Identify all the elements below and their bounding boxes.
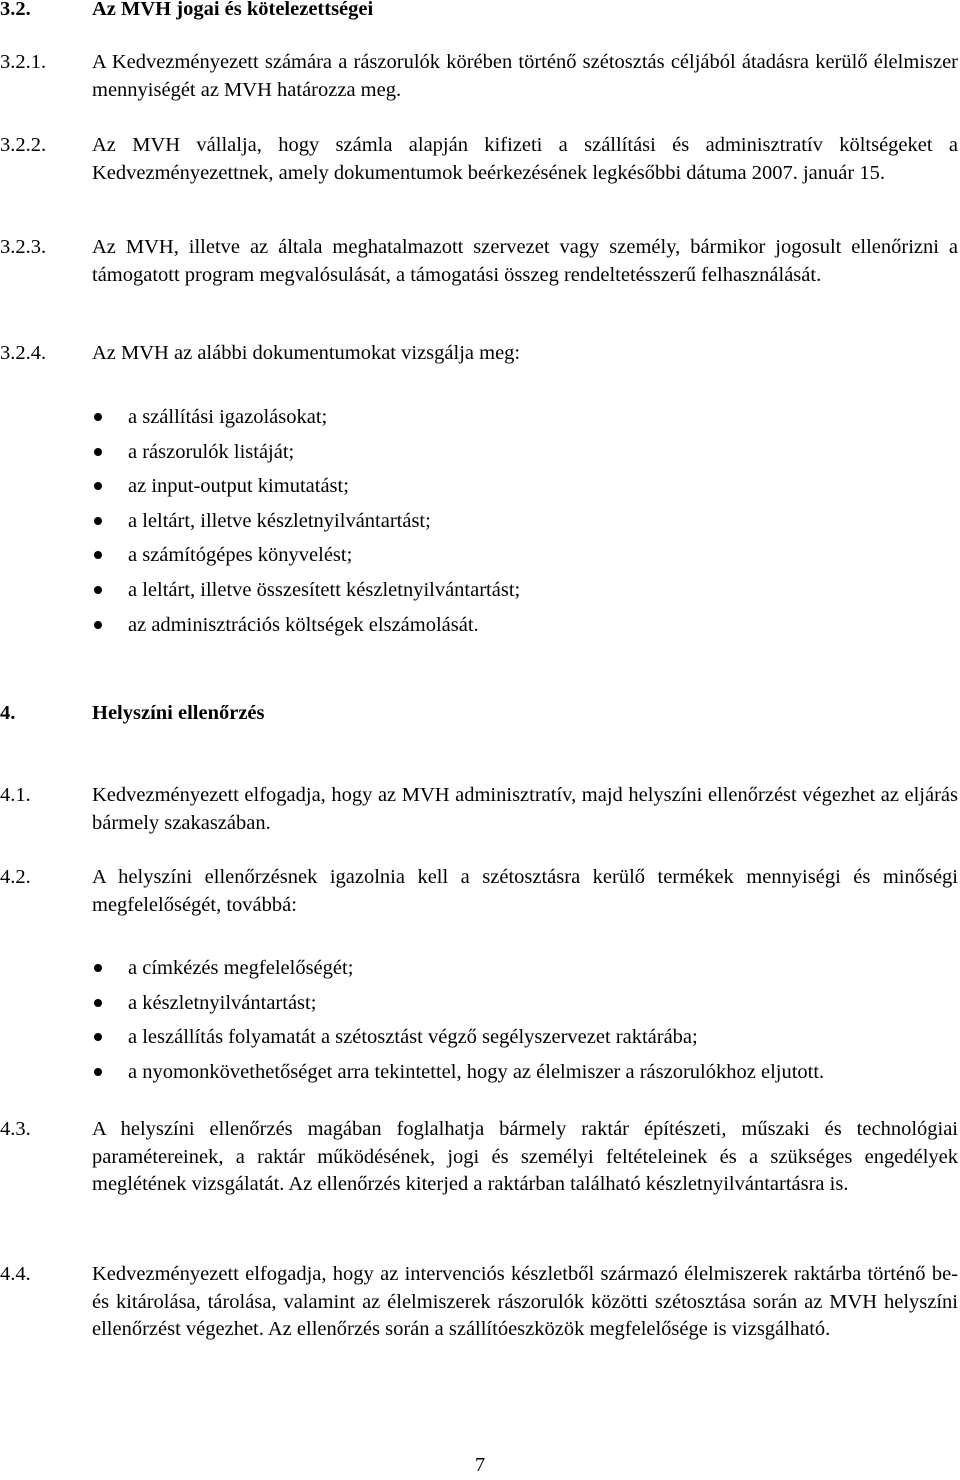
list-item: a leltárt, illetve összesített készletnyilvántartást; bbox=[92, 577, 958, 612]
paragraph-text: Kedvezményezett elfogadja, hogy az MVH adminisztratív, majd helyszíni ellenőrzést végezhet az eljárás bármely szakaszában. bbox=[92, 784, 958, 834]
list-item: a rászorulók listáját; bbox=[92, 439, 958, 474]
bullet-icon bbox=[94, 551, 102, 559]
paragraph-number: 3.2.1. bbox=[0, 51, 47, 73]
paragraph-text: A helyszíni ellenőrzésnek igazolnia kell a szétosztásra kerülő termékek mennyiségi és minőségi megfelelőségét, továbbá: bbox=[92, 866, 958, 916]
paragraph-3-2-4 bbox=[0, 340, 958, 368]
section-title: Helyszíni ellenőrzés bbox=[92, 702, 265, 724]
list-item: a nyomonkövethetőséget arra tekintettel, hogy az élelmiszer a rászorulókhoz eljutott. bbox=[92, 1059, 958, 1094]
paragraph-number: 4.4. bbox=[0, 1263, 31, 1285]
bullet-icon bbox=[94, 482, 102, 490]
page-number: 7 bbox=[474, 1454, 486, 1476]
bullet-icon bbox=[94, 1033, 102, 1041]
list-item: a szállítási igazolásokat; bbox=[92, 404, 958, 439]
paragraph-3-2-3 bbox=[0, 234, 958, 289]
paragraph-number: 3.2.4. bbox=[0, 342, 47, 364]
paragraph-number: 4.1. bbox=[0, 784, 31, 806]
paragraph-text: Kedvezményezett elfogadja, hogy az intervenciós készletből származó élelmiszerek raktárba történő be- és kitárolása, tárolása, valamint az élelmiszerek rászorulók közötti szétosztása során az MVH helyszíni ellenőrzést végezhet. Az ellenőrzés során a szállítóeszközök megfelelősége is vizsgálható. bbox=[92, 1263, 958, 1340]
list-item: az adminisztrációs költségek elszámolását. bbox=[92, 612, 958, 647]
paragraph-4-2 bbox=[0, 864, 958, 919]
bullet-icon bbox=[94, 586, 102, 594]
document-list-4-2 bbox=[92, 955, 958, 1093]
paragraph-text: Az MVH, illetve az általa meghatalmazott szervezet vagy személy, bármikor jogosult ellenőrizni a támogatott program megvalósulását, a támogatási összeg rendeltetésszerű felhasználását. bbox=[92, 236, 958, 286]
list-item: a leszállítás folyamatát a szétosztást végző segélyszervezet raktárába; bbox=[92, 1024, 958, 1059]
list-item: a számítógépes könyvelést; bbox=[92, 542, 958, 577]
section-heading-3-2 bbox=[0, 0, 958, 24]
paragraph-4-4 bbox=[0, 1261, 958, 1344]
paragraph-4-1 bbox=[0, 782, 958, 837]
bullet-icon bbox=[94, 964, 102, 972]
bullet-icon bbox=[94, 621, 102, 629]
paragraph-3-2-2 bbox=[0, 132, 958, 187]
bullet-icon bbox=[94, 448, 102, 456]
section-title: Az MVH jogai és kötelezettségei bbox=[92, 0, 374, 20]
section-number: 3.2. bbox=[0, 0, 31, 20]
section-heading-4 bbox=[0, 700, 958, 728]
list-item: a címkézés megfelelőségét; bbox=[92, 955, 958, 990]
paragraph-number: 3.2.3. bbox=[0, 236, 47, 258]
paragraph-number: 3.2.2. bbox=[0, 134, 47, 156]
paragraph-3-2-1 bbox=[0, 49, 958, 104]
paragraph-text: A helyszíni ellenőrzés magában foglalhatja bármely raktár építészeti, műszaki és technológiai paramétereinek, a raktár működésének, jogi és személyi feltételeinek és a szükséges engedélyek meglétének vizsgálatát. Az ellenőrzés kiterjed a raktárban található készletnyilvántartásra is. bbox=[92, 1118, 958, 1195]
bullet-icon bbox=[94, 413, 102, 421]
document-list-3-2-4 bbox=[92, 404, 958, 646]
paragraph-number: 4.3. bbox=[0, 1118, 31, 1140]
paragraph-text: Az MVH az alábbi dokumentumokat vizsgálja meg: bbox=[92, 342, 521, 364]
list-item: a leltárt, illetve készletnyilvántartást; bbox=[92, 508, 958, 543]
list-item: az input-output kimutatást; bbox=[92, 473, 958, 508]
paragraph-number: 4.2. bbox=[0, 866, 31, 888]
bullet-icon bbox=[94, 999, 102, 1007]
paragraph-4-3 bbox=[0, 1116, 958, 1199]
bullet-icon bbox=[94, 1068, 102, 1076]
paragraph-text: A Kedvezményezett számára a rászorulók körében történő szétosztás céljából átadásra kerülő élelmiszer mennyiségét az MVH határozza meg. bbox=[92, 51, 958, 101]
list-item: a készletnyilvántartást; bbox=[92, 990, 958, 1025]
section-number: 4. bbox=[0, 702, 16, 724]
paragraph-text: Az MVH vállalja, hogy számla alapján kifizeti a szállítási és adminisztratív költségeket a Kedvezményezettnek, amely dokumentumok beérkezésének legkésőbbi dátuma 2007. január 15. bbox=[92, 134, 958, 184]
bullet-icon bbox=[94, 517, 102, 525]
